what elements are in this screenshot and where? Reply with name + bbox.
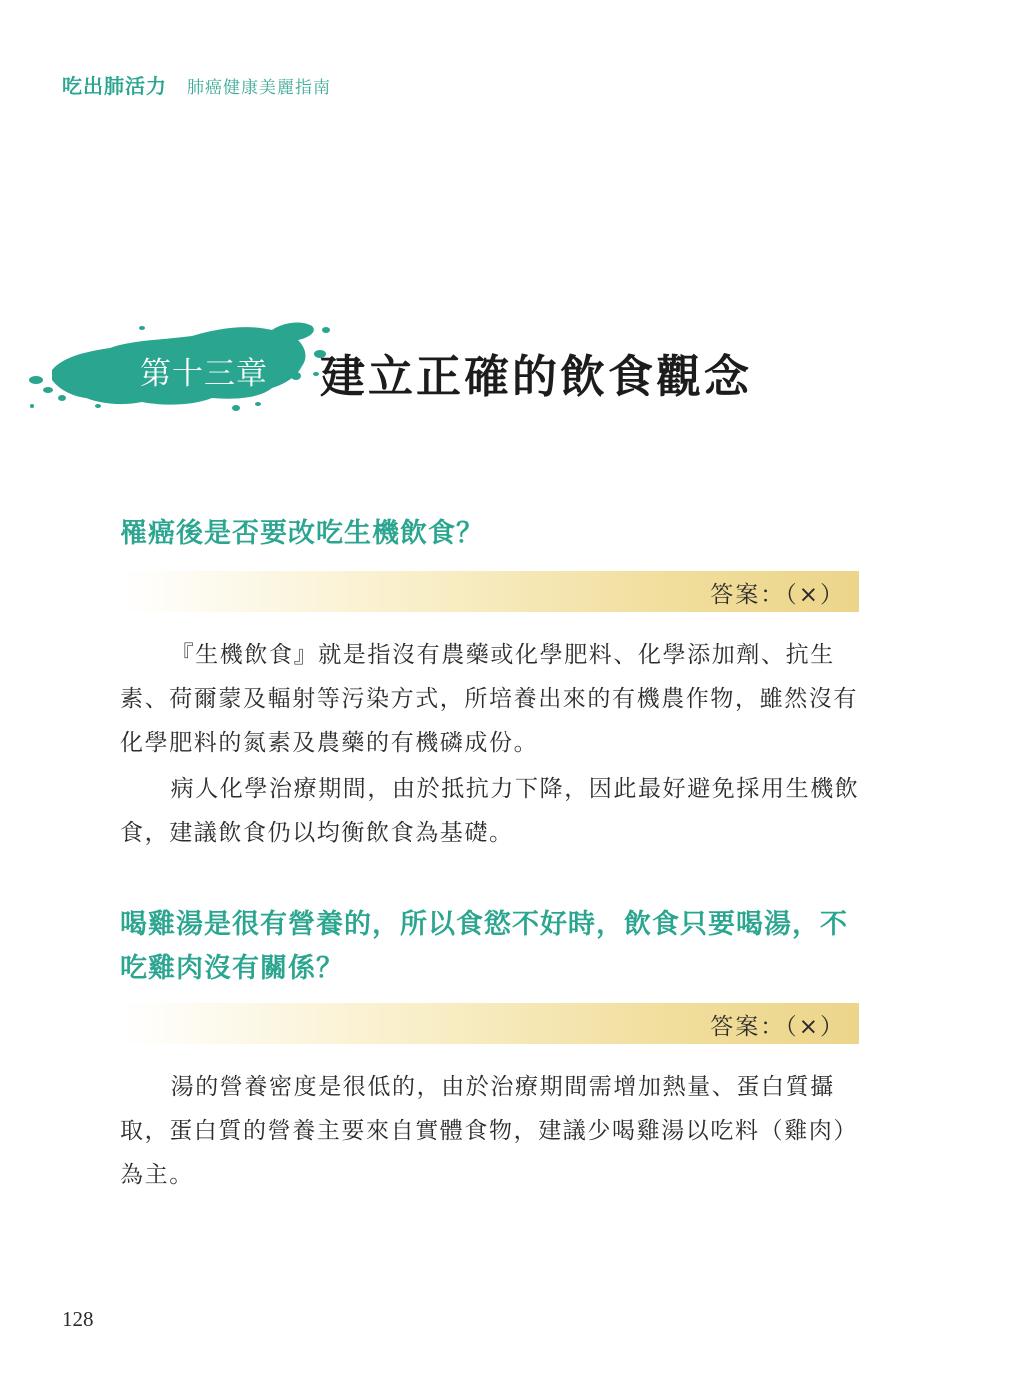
page-number: 128: [62, 1307, 94, 1331]
answer-text: 答案：（×）: [710, 1014, 845, 1040]
book-subtitle: 肺癌健康美麗指南: [187, 78, 331, 98]
body-paragraph: 病人化學治療期間，由於抵抗力下降，因此最好避免採用生機飲食，建議飲食仍以均衡飲食為基礎。: [120, 776, 860, 846]
body-paragraph: 『生機飲食』就是指沒有農藥或化學肥料、化學添加劑、抗生素、荷爾蒙及輻射等污染方式，所培養出來的有機農作物，雖然沒有化學肥料的氮素及農藥的有機磷成份。: [120, 642, 858, 756]
question-heading: 喝雞湯是很有營養的，所以食慾不好時，飲食只要喝湯，不吃雞肉沒有關係？: [120, 909, 848, 984]
answer-bar: [120, 571, 859, 612]
chapter-label: 第十三章: [140, 356, 268, 392]
answer-bar: [120, 1003, 859, 1044]
body-paragraph: 湯的營養密度是很低的，由於治療期間需增加熱量、蛋白質攝取，蛋白質的營養主要來自實體食物，建議少喝雞湯以吃料（雞肉）為主。: [120, 1074, 858, 1188]
answer-text: 答案：（×）: [710, 582, 845, 608]
question-heading: 罹癌後是否要改吃生機飲食？: [120, 518, 484, 549]
book-title: 吃出肺活力: [62, 74, 167, 98]
running-header: [62, 70, 331, 99]
chapter-heading: [22, 318, 782, 418]
chapter-title: 建立正確的飲食觀念: [320, 350, 753, 403]
